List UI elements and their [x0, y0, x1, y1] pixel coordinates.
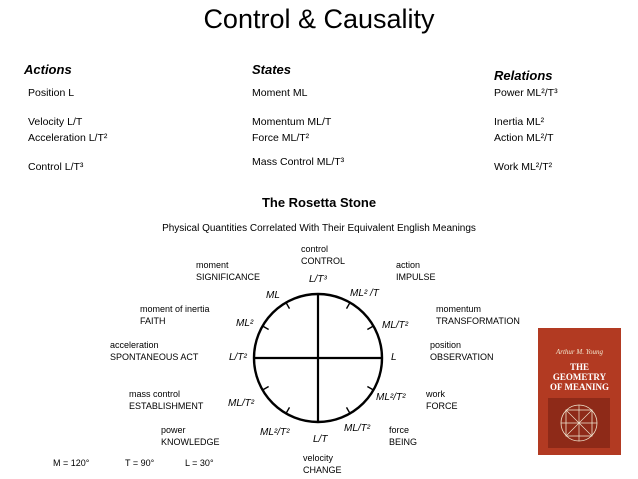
label-acceleration: acceleration SPONTANEOUS ACT [110, 340, 199, 362]
ring-label: ML² /T [350, 288, 379, 299]
actions-item: Control L/T³ [28, 161, 84, 173]
label-mass-control: mass control ESTABLISHMENT [129, 389, 204, 411]
actions-item: Position L [28, 87, 75, 99]
label-moment: moment SIGNIFICANCE [196, 260, 261, 282]
ring-label: L/T [313, 434, 328, 445]
diagram-title: The Rosetta Stone [261, 195, 377, 210]
label-position: position OBSERVATION [430, 340, 494, 362]
ring-label: L/T² [229, 352, 247, 363]
actions-item: Velocity L/T [28, 116, 83, 128]
states-item: Mass Control ML/T³ [252, 156, 345, 168]
ring-label-top: L/T³ [309, 274, 327, 285]
label-inertia: moment of inertia FAITH [140, 304, 210, 326]
legend-t: T = 90° [125, 458, 155, 468]
page-title: Control & Causality [203, 4, 435, 34]
book-geometry-graphic [548, 398, 610, 448]
label-work: work FORCE [426, 389, 458, 411]
label-force: force BEING [389, 425, 418, 447]
relations-item: Power ML²/T³ [494, 87, 558, 99]
actions-heading: Actions [24, 62, 72, 77]
label-momentum: momentum TRANSFORMATION [436, 304, 520, 326]
ring-label: ML/T² [382, 320, 409, 331]
book-author: Arthur M. Young [555, 348, 603, 356]
ring-label: ML² [236, 318, 254, 329]
book-title: THE GEOMETRY OF MEANING [550, 362, 609, 392]
label-action: action IMPULSE [396, 260, 436, 282]
legend-m: M = 120° [53, 458, 90, 468]
ring-label: ML²/T² [260, 427, 290, 438]
relations-item: Inertia ML² [494, 116, 545, 128]
states-item: Moment ML [252, 87, 308, 99]
actions-item: Acceleration L/T² [28, 132, 108, 144]
states-heading: States [252, 62, 292, 77]
states-item: Force ML/T² [252, 132, 310, 144]
diagram-subtitle: Physical Quantities Correlated With Their Equivalent English Meanings [162, 223, 476, 234]
states-item: Momentum ML/T [252, 116, 332, 128]
label-velocity: velocity CHANGE [303, 453, 342, 475]
relations-item: Work ML²/T² [494, 161, 553, 173]
ring-label: ML/T² [344, 423, 371, 434]
legend-l: L = 30° [185, 458, 214, 468]
label-power: power KNOWLEDGE [161, 425, 220, 447]
relations-heading: Relations [494, 68, 553, 83]
ring-label: ML/T² [228, 398, 255, 409]
relations-item: Action ML²/T [494, 132, 554, 144]
label-control: control CONTROL [301, 244, 346, 266]
ring-label: L [391, 352, 397, 363]
ring-label: ML²/T² [376, 392, 406, 403]
ring-label: ML [266, 290, 280, 301]
book-cover-image [538, 328, 621, 455]
